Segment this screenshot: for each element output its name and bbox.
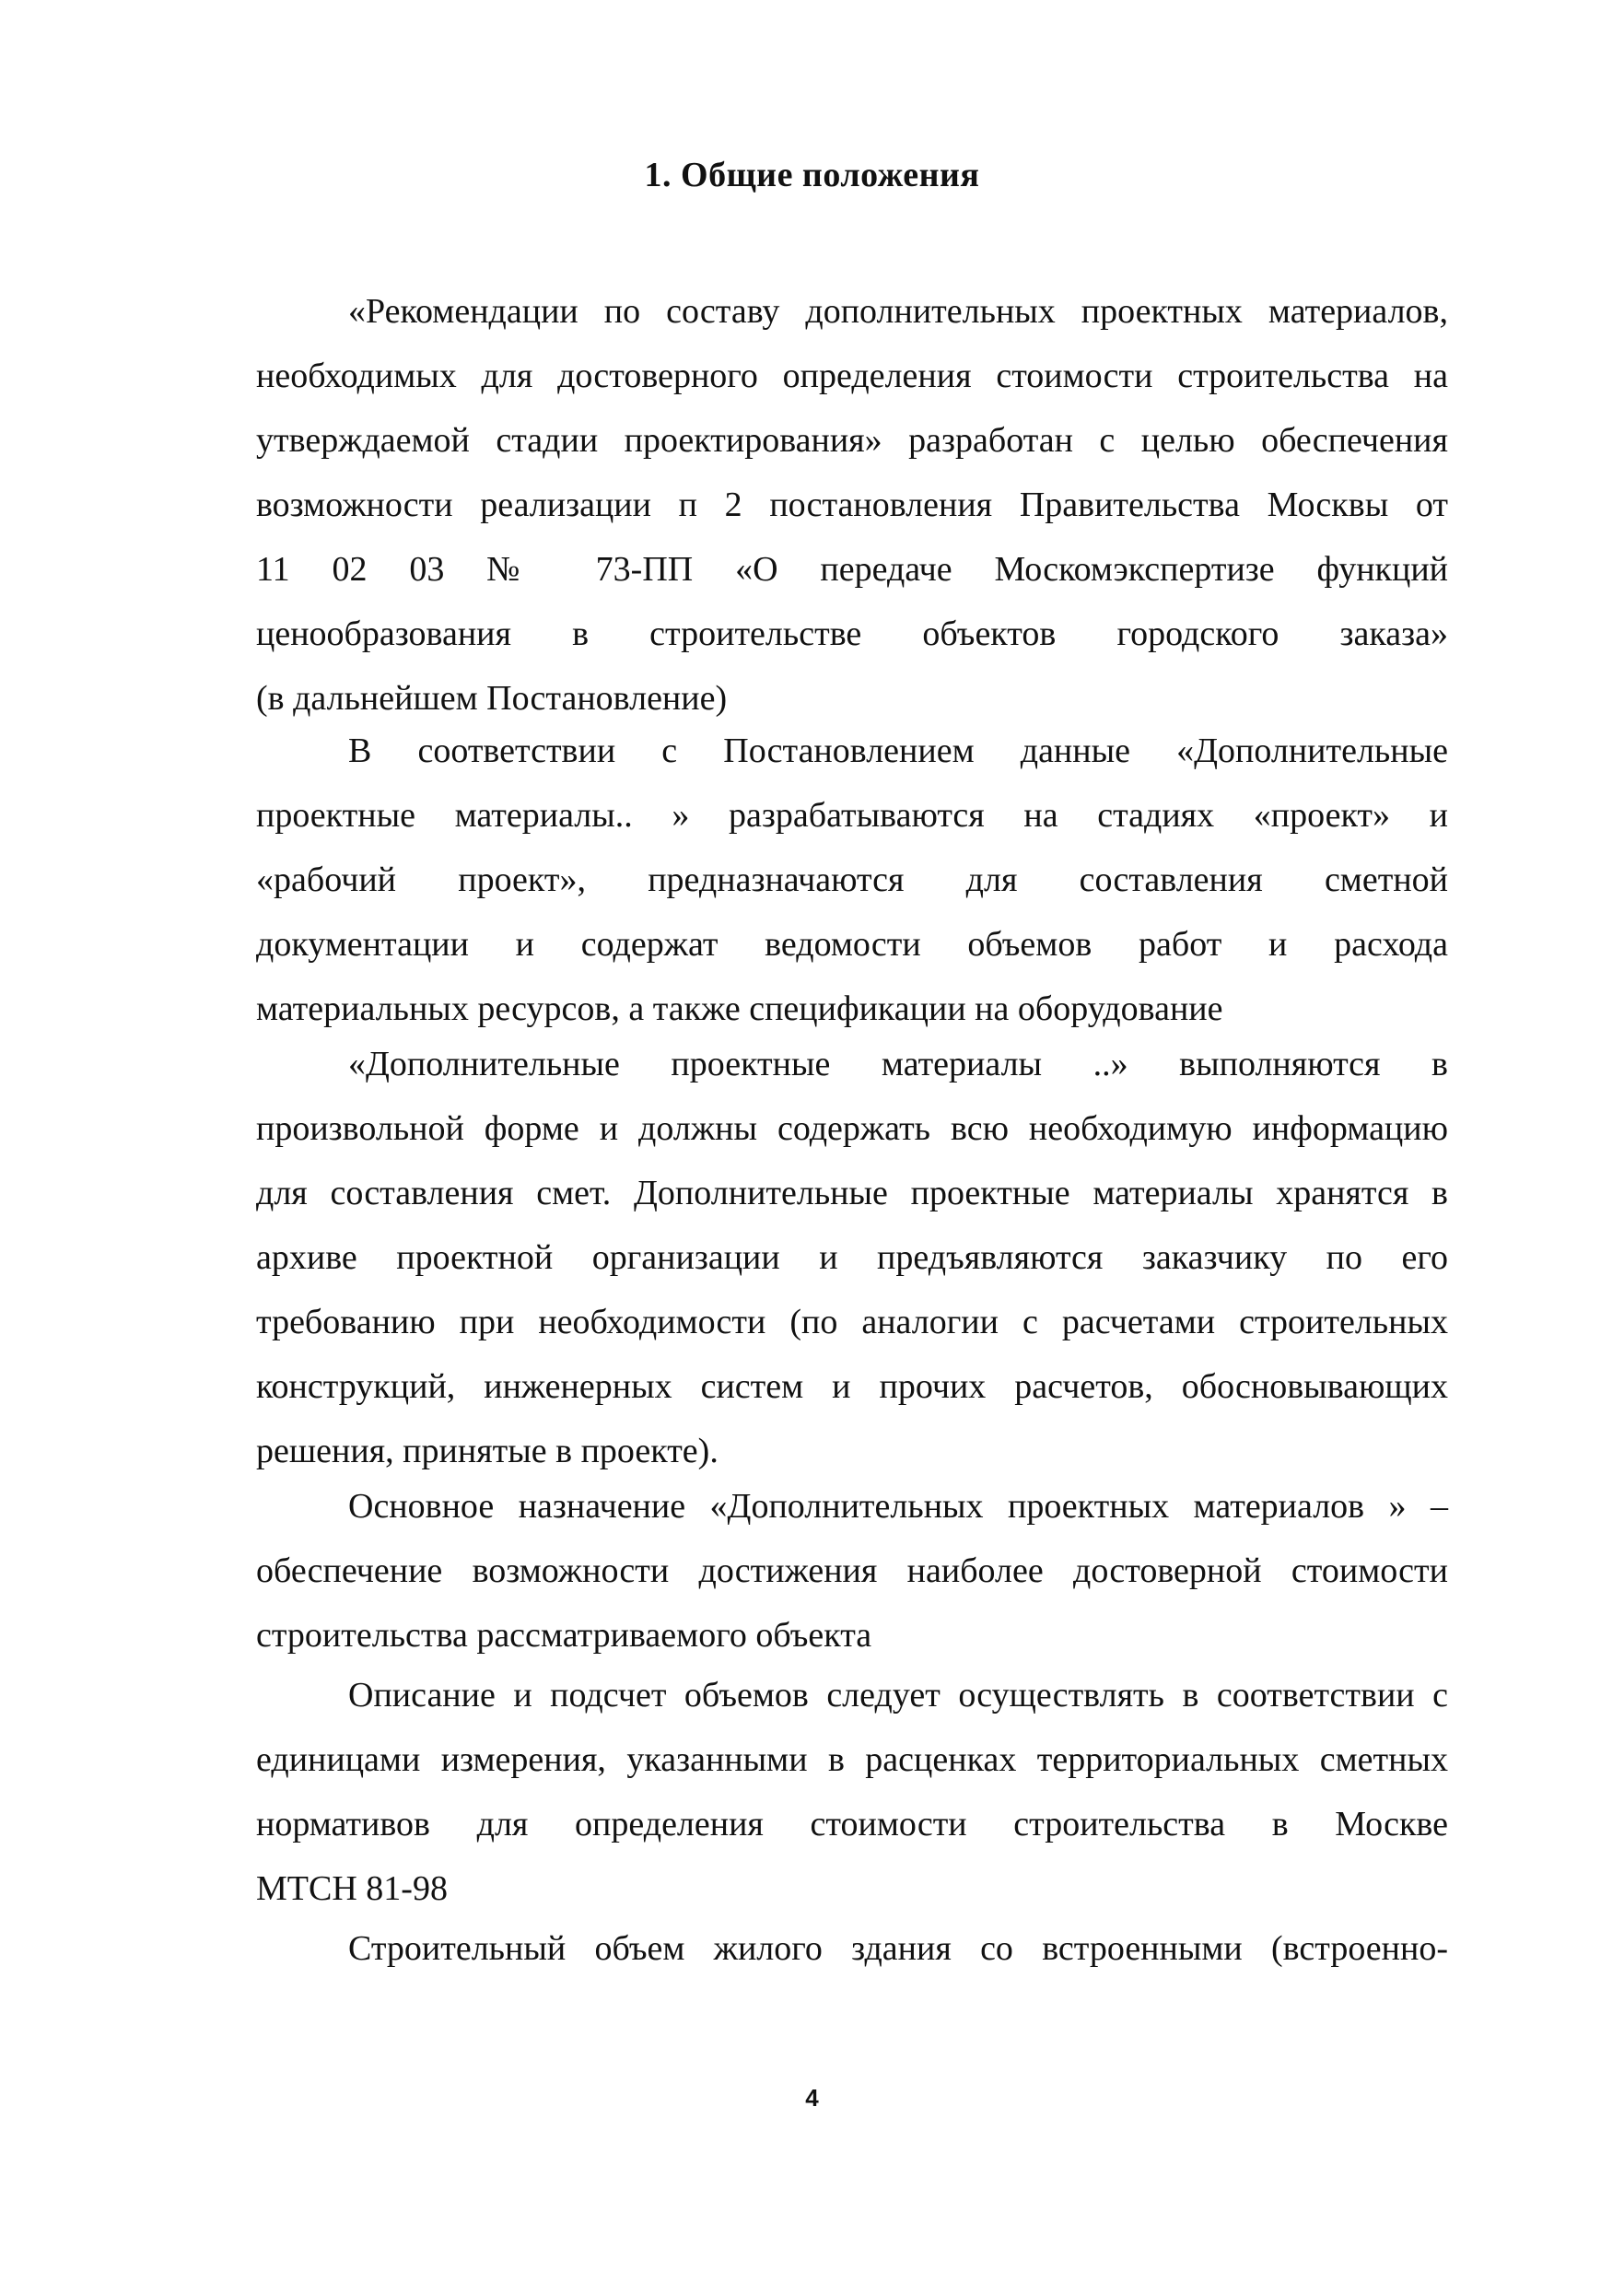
paragraph-line: проектные материалы.. » разрабатываются на стадиях «проект» и <box>256 796 1448 835</box>
section-heading: 1. Общие положения <box>644 156 980 194</box>
paragraph-line: «Рекомендации по составу дополнительных проектных материалов, <box>348 292 1448 331</box>
paragraph-line: 11 02 03 № 73-ПП «О передаче Москомэкспертизе функций <box>256 550 1448 589</box>
paragraph-1 <box>256 279 1448 731</box>
paragraph-line: МТСН 81-98 <box>256 1869 448 1908</box>
paragraph-line: единицами измерения, указанными в расценках территориальных сметных <box>256 1740 1448 1779</box>
paragraph-line: требованию при необходимости (по аналогии с расчетами строительных <box>256 1303 1448 1341</box>
paragraph-line: возможности реализации п 2 постановления Правительства Москвы от <box>256 486 1448 524</box>
paragraph-line: материальных ресурсов, а также спецификации на оборудование <box>256 989 1223 1028</box>
paragraph-line: нормативов для определения стоимости строительства в Москве <box>256 1805 1448 1843</box>
paragraph-line: В соответствии с Постановлением данные «Дополнительные <box>348 732 1448 770</box>
paragraph-line: Описание и подсчет объемов следует осуществлять в соответствии с <box>348 1676 1448 1715</box>
paragraph-line: для составления смет. Дополнительные проектные материалы хранятся в <box>256 1174 1448 1212</box>
page-number: 4 <box>805 2084 819 2112</box>
paragraph-3 <box>256 1032 1448 1483</box>
paragraph-line: утверждаемой стадии проектирования» разработан с целью обеспечения <box>256 421 1448 460</box>
paragraph-line: обеспечение возможности достижения наиболее достоверной стоимости <box>256 1551 1448 1590</box>
paragraph-line: «рабочий проект», предназначаются для составления сметной <box>256 860 1448 899</box>
paragraph-line: строительства рассматриваемого объекта <box>256 1616 872 1655</box>
paragraph-4 <box>256 1474 1448 1668</box>
paragraph-6 <box>256 1916 1448 1981</box>
paragraph-line: «Дополнительные проектные материалы ..» выполняются в <box>348 1045 1448 1083</box>
paragraph-line: (в дальнейшем Постановление) <box>256 679 728 718</box>
paragraph-5 <box>256 1663 1448 1921</box>
paragraph-line: необходимых для достоверного определения стоимости строительства на <box>256 357 1448 395</box>
paragraph-line: решения, принятые в проекте). <box>256 1432 719 1470</box>
paragraph-line: ценообразования в строительстве объектов городского заказа» <box>256 614 1448 653</box>
paragraph-line: документации и содержат ведомости объемов работ и расхода <box>256 925 1448 964</box>
paragraph-line: конструкций, инженерных систем и прочих расчетов, обосновывающих <box>256 1367 1448 1406</box>
paragraph-line: произвольной форме и должны содержать всю необходимую информацию <box>256 1109 1448 1148</box>
paragraph-2 <box>256 719 1448 1041</box>
paragraph-line: архиве проектной организации и предъявляются заказчику по его <box>256 1238 1448 1277</box>
paragraph-line: Основное назначение «Дополнительных проектных материалов » – <box>348 1487 1448 1526</box>
paragraph-line: Строительный объем жилого здания со встроенными (встроенно- <box>348 1929 1448 1968</box>
